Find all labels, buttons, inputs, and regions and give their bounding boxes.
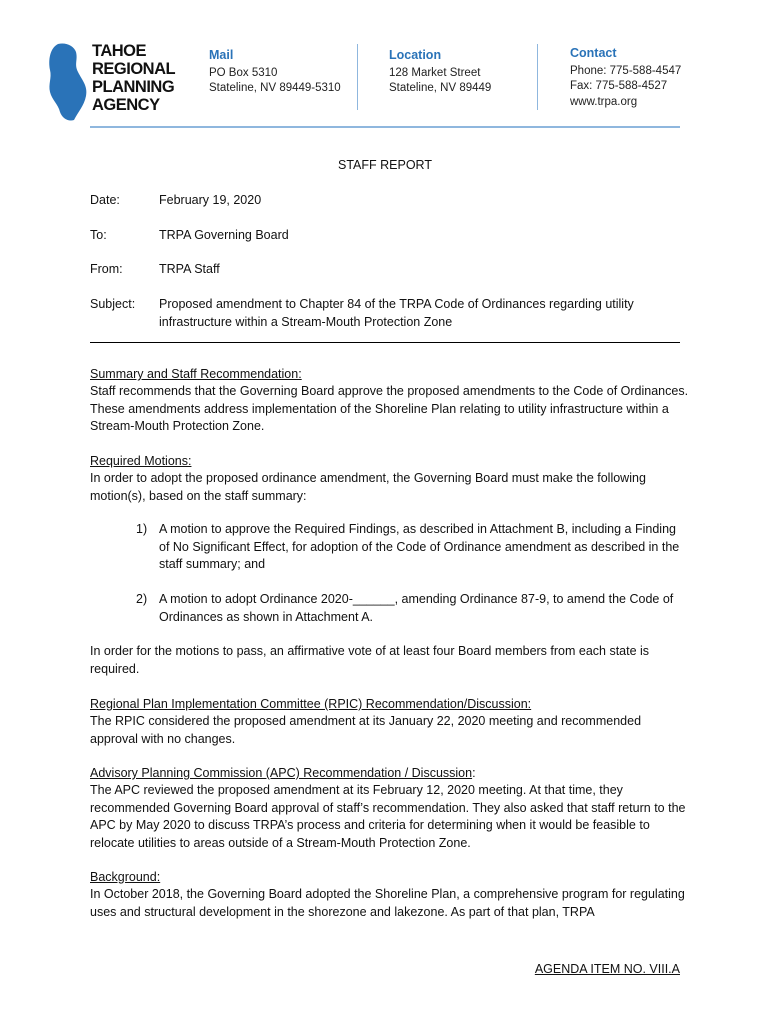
contact-phone: Phone: 775-588-4547 xyxy=(570,64,682,77)
contact-fax: Fax: 775-588-4527 xyxy=(570,80,668,92)
apc-body: The APC reviewed the proposed amendment at its February 12, 2020 meeting. At that time, they recommended Governing Board approval of staff’s recommendation. They also asked that staff return to the APC by May 2020 to discuss TRPA’s process and criteria for determining when it would be feasible to relocate utilities to areas outside of a Stream-Mouth Protection Zone. xyxy=(90,783,686,850)
from-label: From: xyxy=(90,262,123,276)
date-label: Date: xyxy=(90,193,120,207)
background-body: In October 2018, the Governing Board adopted the Shoreline Plan, a comprehensive program for regulating uses and structural development in the shorezone and lakezone. As part of that plan, TRPA xyxy=(90,887,685,919)
letterhead-divider xyxy=(537,44,538,110)
agenda-item-footer: AGENDA ITEM NO. VIII.A xyxy=(534,962,680,976)
subject-label: Subject: xyxy=(90,297,136,311)
motion-number: 1) xyxy=(136,522,148,536)
summary-body: Staff recommends that the Governing Board approve the proposed amendments to the Code of Ordinances. These amendments address implementation of the Shoreline Plan relating to utility infrastructure within a Stream-Mouth Protection Zone. xyxy=(90,384,689,433)
rpic-body: The RPIC considered the proposed amendment at its January 22, 2020 meeting and recommended approval with no changes. xyxy=(90,714,642,746)
contact-web[interactable]: www.trpa.org xyxy=(570,95,638,108)
lake-tahoe-icon xyxy=(44,42,90,122)
summary-heading: Summary and Staff Recommendation: xyxy=(90,367,302,381)
to-value: TRPA Governing Board xyxy=(159,228,289,242)
location-heading: Location xyxy=(389,48,442,62)
mail-line: PO Box 5310 xyxy=(209,66,278,79)
letterhead-divider xyxy=(357,44,358,110)
logo-line: TAHOE xyxy=(92,42,147,60)
subject-value: Proposed amendment to Chapter 84 of the TRPA Code of Ordinances regarding utility infrastructure within a Stream-Mouth Protection Zone xyxy=(159,297,634,329)
mail-block xyxy=(209,48,341,97)
header-separator xyxy=(90,342,680,343)
background-heading: Background: xyxy=(90,870,161,884)
motions-closing: In order for the motions to pass, an affirmative vote of at least four Board members from each state is required. xyxy=(90,644,650,676)
location-line: Stateline, NV 89449 xyxy=(389,82,492,94)
rpic-heading: Regional Plan Implementation Committee (RPIC) Recommendation/Discussion: xyxy=(90,697,532,711)
contact-block xyxy=(570,46,681,110)
apc-heading-colon: : xyxy=(472,766,476,780)
to-label: To: xyxy=(90,228,107,242)
apc-heading: Advisory Planning Commission (APC) Recommendation / Discussion xyxy=(90,766,473,780)
motions-intro: In order to adopt the proposed ordinance amendment, the Governing Board must make the following motion(s), based on the staff summary: xyxy=(90,471,646,503)
motion-number: 2) xyxy=(136,592,148,606)
mail-heading: Mail xyxy=(209,48,234,62)
report-title: STAFF REPORT xyxy=(338,158,432,172)
motion-text: A motion to approve the Required Findings, as described in Attachment B, including a Finding of No Significant Effect, for adoption of the Code of Ordinance amendment as described in the staff summary; and xyxy=(159,522,680,571)
apc-heading-row xyxy=(90,765,476,783)
location-line: 128 Market Street xyxy=(389,66,481,79)
motions-heading: Required Motions: xyxy=(90,454,192,468)
trpa-logo xyxy=(44,42,174,122)
date-value: February 19, 2020 xyxy=(159,193,262,207)
logo-line: PLANNING xyxy=(92,78,175,96)
letterhead-rule xyxy=(90,126,680,128)
motion-text: A motion to adopt Ordinance 2020-______, amending Ordinance 87-9, to amend the Code of Ordinances as shown in Attachment A. xyxy=(159,592,674,624)
location-block xyxy=(389,48,491,97)
logo-line: AGENCY xyxy=(92,96,160,114)
from-value: TRPA Staff xyxy=(159,262,220,276)
contact-heading: Contact xyxy=(570,46,617,60)
mail-line: Stateline, NV 89449-5310 xyxy=(209,82,341,94)
logo-line: REGIONAL xyxy=(92,60,176,78)
